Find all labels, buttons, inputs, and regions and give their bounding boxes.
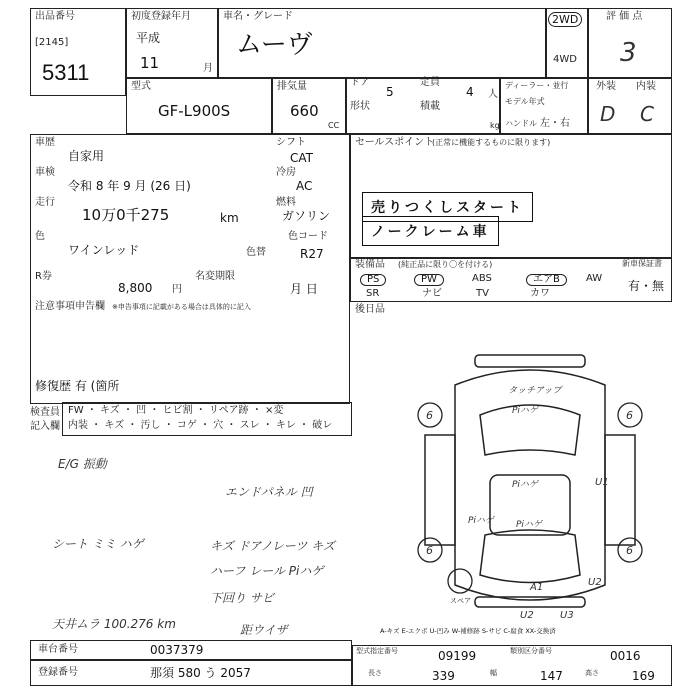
car-name: ムーヴ (236, 30, 313, 60)
note-line-4: キズ ドアノレーツ キズ (210, 539, 335, 553)
exterior-grade: D (600, 102, 616, 126)
inspector-label-2: 記入欄 (30, 421, 60, 432)
diag-front: タッチアップ (508, 386, 562, 396)
lot-label: 出品番号 (35, 11, 75, 22)
sales-sub: (正常に機能するものに限ります) (432, 138, 551, 147)
diag-spare: スペア (450, 597, 471, 605)
name-grade-label: 車名・グレード (223, 11, 293, 22)
car-damage-diagram (400, 345, 670, 625)
mileage-label: 走行 (35, 197, 55, 208)
note-line-3: シート ミミ ハゲ (52, 537, 144, 551)
chassis: 0037379 (150, 643, 204, 657)
repair: 修復歴 有 (箇所 (35, 379, 120, 393)
diag-side-l: Piハゲ (468, 516, 494, 526)
lot-number: 5311 (42, 60, 90, 85)
km-unit: km (220, 211, 239, 225)
diag-front-2: Piハゲ (512, 406, 538, 416)
name-change-label: 名変期限 (195, 271, 235, 282)
width: 147 (540, 669, 563, 683)
score-value: 3 (620, 38, 637, 68)
recycle-label: R券 (35, 271, 52, 282)
equip-ps: PS (360, 274, 386, 286)
equip-pw: PW (414, 274, 444, 286)
diag-mark-mr: 6 (626, 544, 633, 557)
history: 自家用 (68, 149, 105, 163)
type-no-label: 型式指定番号 (356, 647, 398, 655)
inspector-label-1: 検査員 (30, 407, 60, 418)
class-no: 0016 (610, 649, 641, 663)
note-line-8: 距ウイザ (240, 623, 288, 637)
handle-label: ハンドル (505, 119, 537, 128)
width-label: 幅 (490, 669, 497, 677)
sales-label: セールスポイント (355, 137, 435, 148)
diag-mark-tl: 6 (426, 409, 433, 422)
height-label: 高さ (585, 669, 599, 677)
new-guarantee: 有・無 (628, 279, 665, 293)
ac: AC (296, 179, 313, 193)
shift-label: シフト (276, 137, 306, 148)
seats-label: 定員 (420, 77, 440, 88)
note-line-1: E/G 振動 (58, 457, 107, 471)
diag-side-r: Piハゲ (516, 520, 542, 530)
note-line-2: エンドパネル 凹 (225, 485, 313, 499)
doors: 5 (386, 85, 394, 99)
shift: CAT (290, 151, 313, 165)
aftermarket-label: 後日品 (355, 304, 385, 315)
diag-mid: Piハゲ (512, 480, 538, 490)
drive-2wd: 2WD (548, 12, 582, 27)
handle-value: 左・右 (540, 118, 570, 129)
note-line-6: 下回り サビ (210, 591, 274, 605)
inspector-row-1: FW ・ キズ ・ 凹 ・ ヒビ割 ・ リペア跡 ・ ×変 (68, 405, 284, 416)
name-change: 月 日 (290, 282, 318, 296)
sales-stamp-2: ノークレーム車 (362, 216, 499, 246)
chassis-label: 車台番号 (38, 644, 78, 655)
lot-sub: [2145] (35, 37, 69, 48)
class-no-label: 類別区分番号 (510, 647, 552, 655)
load-label: 積載 (420, 101, 440, 112)
color-label: 色 (35, 231, 45, 242)
color-no-label: 色替 (246, 247, 266, 258)
fuel-label: 燃料 (276, 197, 296, 208)
dealer-label: ディーラー・並行 (505, 81, 569, 90)
inspection: 令和 8 年 9 月 (26 日) (68, 179, 191, 193)
equip-abs: ABS (472, 273, 492, 284)
first-reg-label: 初度登録年月 (131, 11, 191, 22)
diag-rear-2: U2 (520, 610, 534, 621)
drive-4wd: 4WD (553, 54, 577, 65)
diag-u1: U1 (595, 477, 609, 488)
diag-u2: U2 (588, 577, 602, 588)
notes-sub: ※申告事項に記載がある場合は具体的に記入 (112, 303, 251, 311)
length-label: 長さ (368, 669, 382, 677)
yen-unit: 円 (172, 284, 182, 295)
model-year-label: モデル年式 (505, 97, 545, 106)
exterior-label: 外装 (596, 81, 616, 92)
reg-year: 11 (140, 54, 160, 72)
equip-navi: ナビ (422, 288, 442, 299)
usage-box (30, 134, 350, 404)
color-code-label: 色コード (288, 231, 328, 242)
diag-rear-3: U3 (560, 610, 574, 621)
note-line-5: ハーフ レール Piハゲ (210, 564, 324, 578)
seats: 4 (466, 85, 474, 99)
length: 339 (432, 669, 455, 683)
notes-label: 注意事項申告欄 (35, 301, 105, 312)
kg-unit: kg (490, 121, 500, 130)
interior-label: 内装 (636, 81, 656, 92)
new-guarantee-label: 新車保証書 (622, 259, 662, 268)
cc-unit: CC (328, 121, 340, 130)
color: ワインレッド (68, 243, 140, 257)
model: GF-L900S (158, 102, 231, 120)
displacement-label: 排気量 (277, 81, 307, 92)
history-label: 車歴 (35, 137, 55, 148)
sales-stamp-1: 売りつくしスタート (362, 192, 533, 222)
mileage: 10万0千275 (82, 206, 170, 224)
equip-tv: TV (476, 288, 489, 299)
plate: 那須 580 う 2057 (150, 666, 251, 680)
plate-label: 登録番号 (38, 667, 78, 678)
equip-aw: AW (586, 273, 603, 284)
inspection-label: 車検 (35, 167, 55, 178)
displacement: 660 (290, 102, 319, 120)
diag-mark-tr: 6 (626, 409, 633, 422)
legend: A-キズ E-エクボ U-凹み W-補修跡 S-サビ C-腐食 XX-交換済 (380, 627, 556, 635)
equip-sr: SR (366, 288, 380, 299)
score-label: 評 価 点 (606, 11, 643, 22)
equip-leather: カワ (530, 288, 550, 299)
note-line-7: 天井ムラ 100.276 km (52, 617, 176, 631)
diag-rear: A1 (530, 582, 544, 593)
month-unit: 月 (203, 63, 213, 74)
shape-label: 形状 (350, 101, 370, 112)
height: 169 (632, 669, 655, 683)
doors-label: ドア (350, 77, 370, 88)
interior-grade: C (640, 102, 654, 126)
inspector-row-2: 内装 ・ キズ ・ 汚し ・ コゲ ・ 穴 ・ スレ ・ キレ ・ 破レ (68, 420, 333, 431)
diag-mark-ml: 6 (426, 544, 433, 557)
equip-airbag: エアB (526, 274, 567, 286)
color-code: R27 (300, 247, 324, 261)
recycle: 8,800 (118, 281, 153, 295)
ac-label: 冷房 (276, 167, 296, 178)
equipment-sub: (純正品に限り〇を付ける) (398, 260, 493, 269)
equipment-label: 装備品 (355, 259, 385, 270)
fuel: ガソリン (282, 209, 331, 223)
model-label: 型式 (131, 81, 151, 92)
seats-unit: 人 (488, 89, 498, 100)
type-no: 09199 (438, 649, 477, 663)
era: 平成 (136, 31, 161, 45)
